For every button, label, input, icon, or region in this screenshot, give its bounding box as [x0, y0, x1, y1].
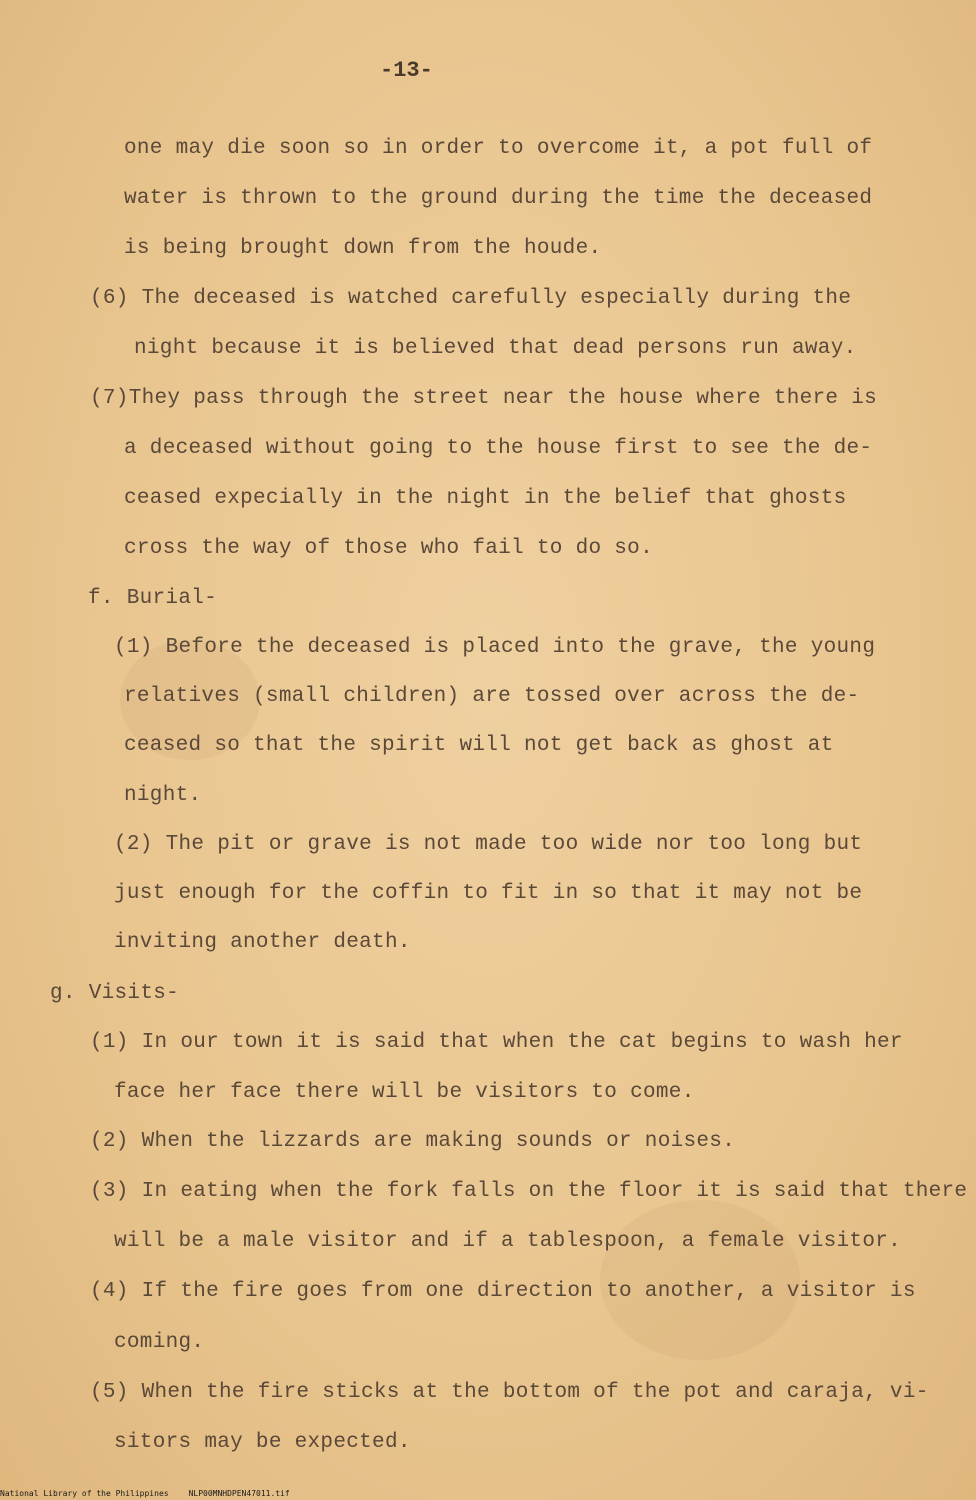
text-line: just enough for the coffin to fit in so that it may not be	[114, 882, 863, 905]
page-number: -13-	[380, 58, 433, 83]
text-line: coming.	[114, 1331, 205, 1354]
footer-filename: NLP00MNHDPEN47011.tif	[188, 1489, 290, 1498]
text-line: will be a male visitor and if a tablespoon, a female visitor.	[114, 1230, 902, 1253]
text-line: (7)They pass through the street near the house where there is	[90, 387, 878, 410]
footer-library: National Library of the Philippines	[0, 1489, 169, 1498]
text-line: sitors may be expected.	[114, 1431, 411, 1454]
text-line: (3) In eating when the fork falls on the floor it is said that there	[90, 1180, 968, 1203]
text-line: ceased expecially in the night in the belief that ghosts	[124, 487, 847, 510]
text-line: ceased so that the spirit will not get back as ghost at	[124, 734, 834, 757]
text-line: (2) The pit or grave is not made too wide nor too long but	[114, 833, 863, 856]
text-line: inviting another death.	[114, 931, 411, 954]
text-line: night because it is believed that dead persons run away.	[134, 337, 857, 360]
text-line: (1) In our town it is said that when the cat begins to wash her	[90, 1031, 903, 1054]
text-line: (4) If the fire goes from one direction to another, a visitor is	[90, 1280, 916, 1303]
section-heading-visits: g. Visits-	[50, 982, 180, 1005]
text-line: one may die soon so in order to overcome it, a pot full of	[124, 137, 873, 160]
text-line: relatives (small children) are tossed over across the de-	[124, 685, 860, 708]
text-line: cross the way of those who fail to do so.	[124, 537, 653, 560]
scan-footer	[0, 1489, 310, 1499]
text-line: a deceased without going to the house first to see the de-	[124, 437, 873, 460]
text-line: (5) When the fire sticks at the bottom of the pot and caraja, vi-	[90, 1381, 929, 1404]
text-line: (1) Before the deceased is placed into the grave, the young	[114, 636, 876, 659]
text-line: is being brought down from the houde.	[124, 237, 602, 260]
section-heading-burial: f. Burial-	[88, 587, 218, 610]
text-line: (6) The deceased is watched carefully especially during the	[90, 287, 852, 310]
text-line: (2) When the lizzards are making sounds or noises.	[90, 1130, 736, 1153]
text-line: water is thrown to the ground during the time the deceased	[124, 187, 873, 210]
text-line: face her face there will be visitors to come.	[114, 1081, 695, 1104]
text-line: night.	[124, 784, 202, 807]
